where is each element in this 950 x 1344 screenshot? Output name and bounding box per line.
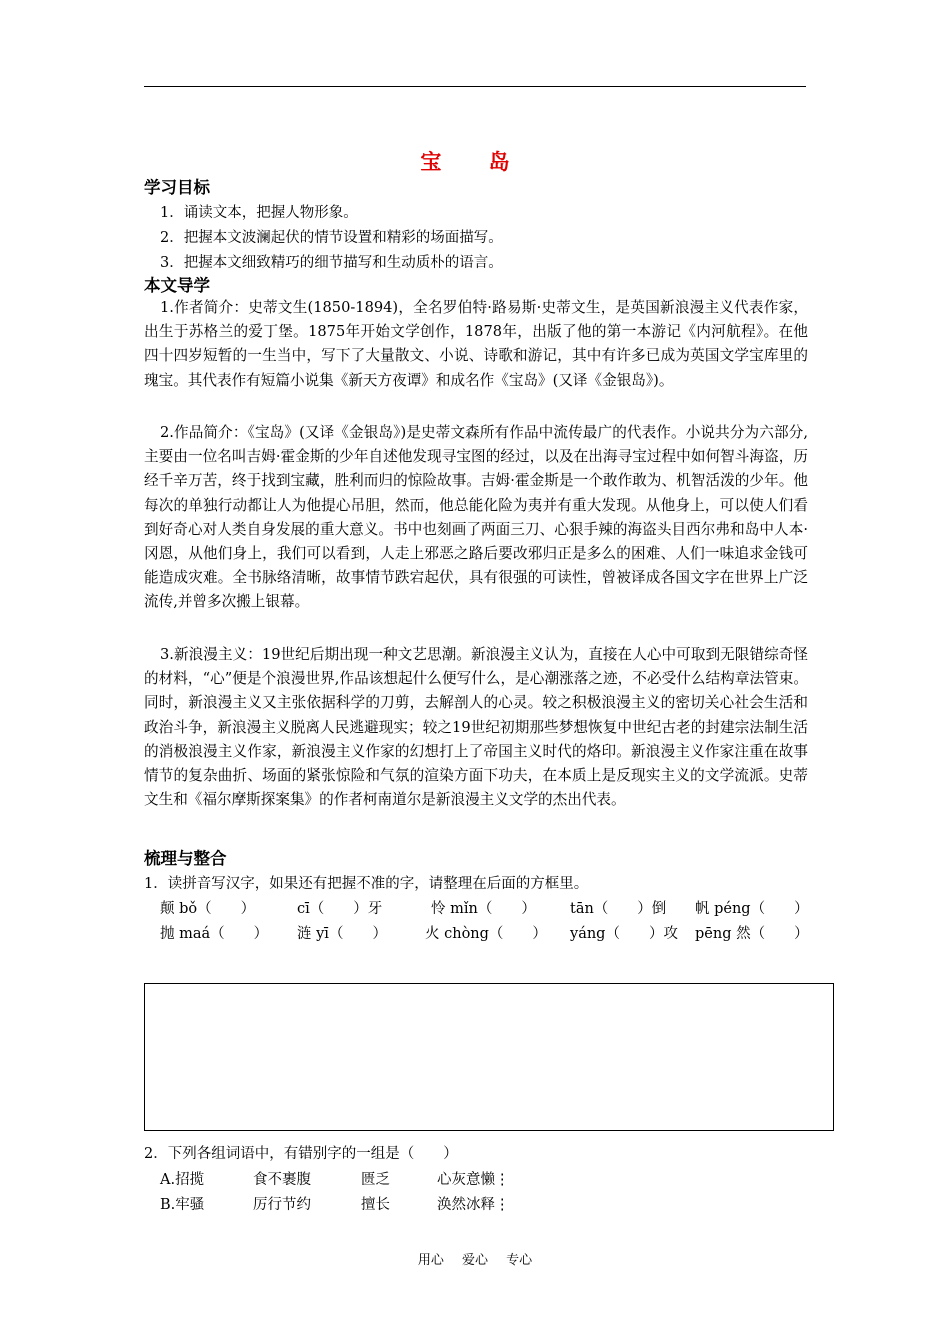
pinyin-item: 怜 mǐn（ ） bbox=[431, 901, 536, 917]
pinyin-item: 颠 bǒ（ ） bbox=[160, 901, 256, 917]
objective-item: 2．把握本文波澜起伏的情节设置和精彩的场面描写。 bbox=[160, 230, 503, 246]
pinyin-item: 火 chòng（ ） bbox=[425, 926, 547, 942]
option-a-word-3: 匮乏 bbox=[361, 1172, 390, 1188]
answer-box[interactable] bbox=[144, 983, 834, 1131]
objective-item: 1．诵读文本，把握人物形象。 bbox=[160, 205, 358, 221]
option-b-word-4: 涣然冰释⋮ bbox=[437, 1197, 510, 1213]
option-b-word-3: 擅长 bbox=[361, 1197, 390, 1213]
pinyin-item: cī（ ）牙 bbox=[297, 901, 383, 917]
guide-heading: 本文导学 bbox=[144, 276, 210, 295]
pinyin-item: 帆 péng（ ） bbox=[695, 901, 809, 917]
question-2: 2．下列各组词语中，有错别字的一组是（ ） bbox=[144, 1146, 458, 1162]
objective-item: 3．把握本文细致精巧的细节描写和生动质朴的语言。 bbox=[160, 255, 503, 271]
footer-word: 爱心 bbox=[461, 1253, 488, 1268]
footer-word: 用心 bbox=[417, 1253, 444, 1268]
pinyin-item: yáng（ ）攻 bbox=[570, 926, 678, 942]
pinyin-item: 抛 maá（ ） bbox=[160, 926, 269, 942]
option-a-word-4: 心灰意懒⋮ bbox=[437, 1172, 510, 1188]
option-a-word-2: 食不裹腹 bbox=[253, 1172, 311, 1188]
footer-word: 专心 bbox=[506, 1253, 533, 1268]
question-1: 1．读拼音写汉字，如果还有把握不准的字，请整理在后面的方框里。 bbox=[144, 876, 589, 892]
option-b-word-1: B.牢骚 bbox=[160, 1197, 205, 1213]
guide-paragraph-neo-romanticism: 3.新浪漫主义：19世纪后期出现一种文艺思潮。新浪漫主义认为，直接在人心中可取到无限错综奇怪的材料，“心”便是个浪漫世界,作品该想起什么便写什么，是心潮涨落之迹，不必受什么结构章法管束。同时，新浪漫主义又主张依据科学的刀剪，去解剖人的心灵。较之积极浪漫主义的密切关心社会生活和政治斗争，新浪漫主义脱离人民逃避现实；较之19世纪初期那些梦想恢复中世纪古老的封建宗法制生活的消极浪漫主义作家，新浪漫主义作家的幻想打上了帝国主义时代的烙印。新浪漫主义作家注重在故事情节的复杂曲折、场面的紧张惊险和气氛的渲染方面下功夫，在本质上是反现实主义的文学流派。史蒂文生和《福尔摩斯探案集》的作者柯南道尔是新浪漫主义文学的杰出代表。 bbox=[144, 646, 808, 809]
objectives-heading: 学习目标 bbox=[144, 178, 210, 197]
guide-paragraph-work: 2.作品简介：《宝岛》(又译《金银岛》)是史蒂文森所有作品中流传最广的代表作。小说共分为六部分,主要由一位名叫吉姆·霍金斯的少年自述他发现寻宝图的经过，以及在出海寻宝过程中如何智斗海盗，历经千辛万苦，终于找到宝藏，胜利而归的惊险故事。吉姆·霍金斯是一个敢作敢为、机智活泼的少年。他每次的单独行动都让人为他提心吊胆，然而，他总能化险为夷并有重大发现。从他身上，可以使人们看到好奇心对人类自身发展的重大意义。书中也刻画了两面三刀、心狠手辣的海盗头目西尔弗和岛中人本·冈恩，从他们身上，我们可以看到，人走上邪恶之路后要改邪归正是多么的困难、人们一味追求金钱可能造成灾难。全书脉络清晰，故事情节跌宕起伏，具有很强的可读性，曾被译成各国文字在世界上广泛流传,并曾多次搬上银幕。 bbox=[144, 424, 808, 611]
pinyin-item: tān（ ）倒 bbox=[570, 901, 667, 917]
review-heading: 梳理与整合 bbox=[144, 849, 227, 868]
page-title: 宝 岛 bbox=[420, 150, 530, 174]
pinyin-item: 涟 yī（ ） bbox=[297, 926, 387, 942]
header-rule bbox=[144, 86, 806, 87]
option-b-word-2: 厉行节约 bbox=[253, 1197, 311, 1213]
page-footer bbox=[0, 1249, 950, 1268]
pinyin-item: pēng 然（ ） bbox=[695, 926, 809, 942]
guide-paragraph-author: 1.作者简介：史蒂文生(1850-1894)，全名罗伯特·路易斯·史蒂文生，是英国新浪漫主义代表作家，出生于苏格兰的爱丁堡。1875年开始文学创作，1878年，出版了他的第一本游记《内河航程》。在他四十四岁短暂的一生当中，写下了大量散文、小说、诗歌和游记，其中有许多已成为英国文学宝库里的瑰宝。其代表作有短篇小说集《新天方夜谭》和成名作《宝岛》(又译《金银岛》)。 bbox=[144, 299, 808, 389]
option-a-word-1: A.招揽 bbox=[160, 1172, 205, 1188]
